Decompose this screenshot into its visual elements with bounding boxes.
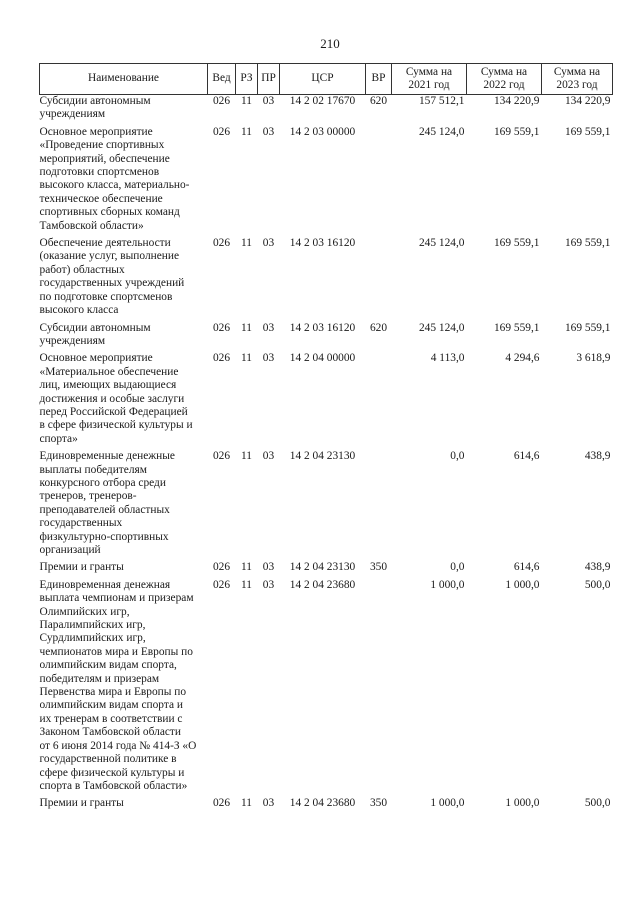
row-sum-2022: 614,6 [513,450,540,463]
row-pr: 03 [262,561,275,574]
row-csr: 14 2 03 16120 [289,237,356,250]
row-sum-2021: 0,0 [450,561,465,574]
header-vr: ВР [366,64,392,95]
row-sum-2022: 4 294,6 [505,352,540,365]
row-sum-2023: 500,0 [584,578,611,591]
row-sum-2022: 169 559,1 [493,125,540,138]
row-pr: 03 [262,352,275,365]
header-2023 [542,64,613,95]
row-vr [366,352,392,450]
row-name: Субсидии автономным учреждениям [39,95,151,121]
row-vr: 620 [369,95,388,107]
table-row [40,561,613,578]
header-2023-line2: 2023 год [556,79,598,91]
header-2022-line1: Сумма на [480,65,528,78]
row-vr [366,450,392,561]
row-pr: 03 [262,450,275,463]
row-sum-2022: 169 559,1 [493,237,540,250]
row-ved: 026 [212,797,231,810]
row-name: Основное мероприятие «Проведение спортивных мероприятий, обеспечение подготовки спортсменов высокого класса, материально- техническое обеспечение спортивных сборных команд Тамбовской области» [39,125,190,232]
row-name: Субсидии автономным учреждениям [39,321,151,347]
table-row [40,126,613,237]
row-ved: 026 [212,352,231,365]
table-row [40,450,613,561]
row-ved: 026 [212,561,231,574]
header-rz: РЗ [236,64,258,95]
row-sum-2021: 1 000,0 [430,578,465,591]
table-header [40,64,613,95]
row-pr: 03 [262,797,275,810]
row-sum-2023: 169 559,1 [564,321,611,334]
row-vr: 350 [369,561,388,574]
row-csr: 14 2 03 16120 [289,321,356,334]
row-sum-2021: 245 124,0 [418,321,465,334]
row-rz: 11 [241,237,252,250]
row-rz: 11 [241,797,252,810]
row-rz: 11 [241,95,252,107]
table-row [40,237,613,321]
header-2023-line1: Сумма на [553,65,601,78]
header-2022 [467,64,542,95]
row-sum-2021: 157 512,1 [418,95,465,107]
row-sum-2022: 1 000,0 [505,578,540,591]
row-sum-2023: 500,0 [584,797,611,810]
row-name: Единовременные денежные выплаты победителям конкурсного отбора среди тренеров, тренеров- преподавателей областных государственных физкультурно-спортивных организаций [39,450,175,556]
row-name: Премии и гранты [39,797,124,810]
row-rz: 11 [241,561,252,574]
row-vr [366,237,392,321]
row-csr: 14 2 04 23680 [289,578,356,591]
row-ved: 026 [212,450,231,463]
row-sum-2022: 169 559,1 [493,321,540,334]
row-csr: 14 2 03 00000 [289,125,356,138]
row-pr: 03 [262,321,275,334]
row-sum-2021: 245 124,0 [418,237,465,250]
header-ved: Вед [208,64,236,95]
header-2022-line2: 2022 год [483,79,525,91]
table-row [40,579,613,798]
row-csr: 14 2 04 23130 [289,450,356,463]
page-number: 210 [320,36,340,51]
row-sum-2023: 3 618,9 [576,352,611,365]
row-sum-2021: 4 113,0 [430,352,465,365]
row-pr: 03 [262,95,275,107]
row-sum-2021: 245 124,0 [418,125,465,138]
row-vr: 620 [369,321,388,334]
row-sum-2023: 438,9 [584,561,611,574]
row-rz: 11 [241,125,252,138]
row-rz: 11 [241,450,252,463]
row-rz: 11 [241,352,252,365]
header-2021-line1: Сумма на [405,65,453,78]
row-sum-2023: 134 220,9 [564,95,611,107]
row-pr: 03 [262,237,275,250]
row-pr: 03 [262,125,275,138]
row-csr: 14 2 04 00000 [289,352,356,365]
table-row [40,352,613,450]
header-2021-line2: 2021 год [408,79,450,91]
row-csr: 14 2 04 23130 [289,561,356,574]
row-sum-2021: 0,0 [450,450,465,463]
row-sum-2022: 1 000,0 [505,797,540,810]
row-csr: 14 2 04 23680 [289,797,356,810]
row-ved: 026 [212,125,231,138]
row-rz: 11 [241,321,252,334]
row-sum-2022: 614,6 [513,561,540,574]
row-name: Основное мероприятие «Материальное обеспечение лиц, имеющих выдающиеся достижения и особые заслуги перед Российской Федерацией в сфере физической культуры и спорта» [39,352,193,445]
row-rz: 11 [241,578,252,591]
row-ved: 026 [212,237,231,250]
row-pr: 03 [262,578,275,591]
header-csr: ЦСР [280,64,366,95]
row-sum-2023: 169 559,1 [564,237,611,250]
header-name: Наименование [40,64,208,95]
header-2021 [392,64,467,95]
row-ved: 026 [212,578,231,591]
table-row [40,95,613,126]
header-pr: ПР [258,64,280,95]
row-sum-2023: 169 559,1 [564,125,611,138]
row-name: Единовременная денежная выплата чемпионам и призерам Олимпийских игр, Паралимпийских игр, Сурдлимпийских игр, чемпионатов мира и Европы по олимпийским видам спорта, победителям и призерам Первенства мира и Европы по олимпийским видам спорта и их тренерам в соответствии с Законом Тамбовской области от 6 июня 2014 года № 414-З «О государственной политике в сфере физической культуры и спорта в Тамбовской области» [39,578,197,792]
table-row [40,797,613,814]
table-row [40,322,613,353]
budget-table [39,63,613,815]
row-csr: 14 2 02 17670 [289,95,356,107]
row-sum-2021: 1 000,0 [430,797,465,810]
row-sum-2023: 438,9 [584,450,611,463]
row-ved: 026 [212,321,231,334]
row-vr: 350 [369,797,388,810]
row-name: Обеспечение деятельности (оказание услуг, выполнение работ) областных государственных учреждений по подготовке спортсменов высокого класса [39,237,185,317]
row-sum-2022: 134 220,9 [493,95,540,107]
row-vr [366,579,392,798]
row-name: Премии и гранты [39,561,124,574]
row-vr [366,126,392,237]
row-ved: 026 [212,95,231,107]
table-body [40,95,613,815]
